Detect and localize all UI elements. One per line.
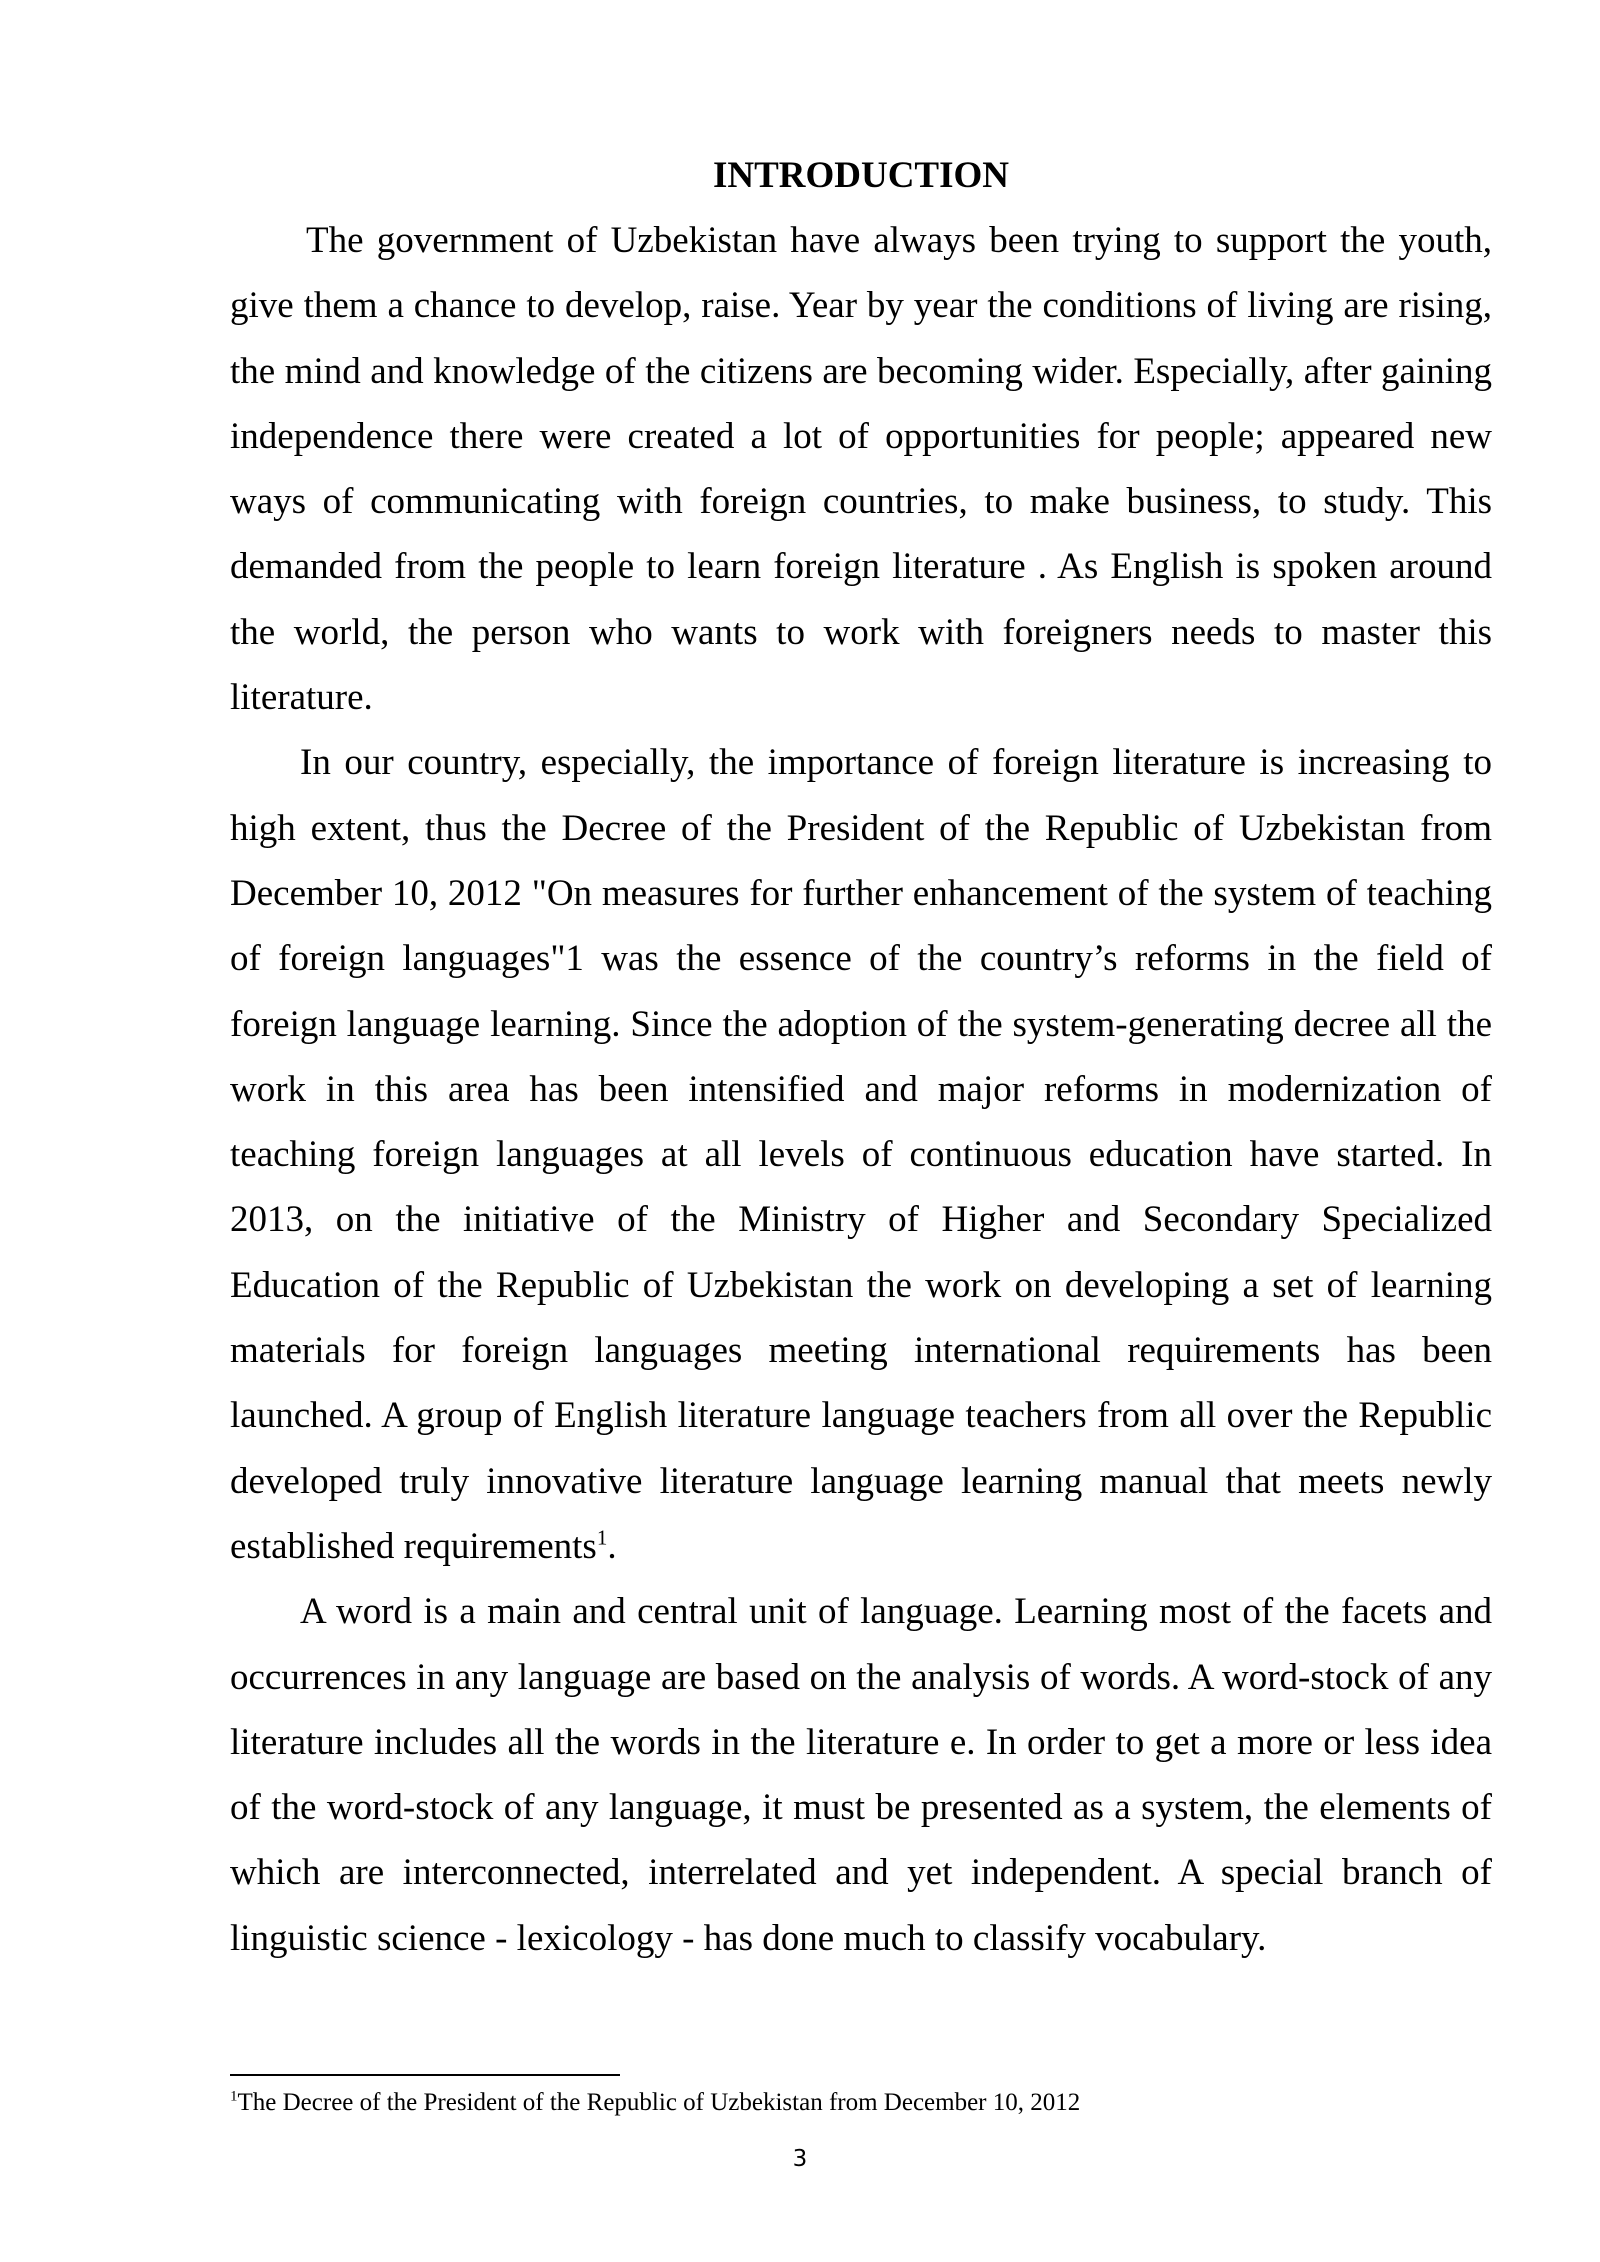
page-title: INTRODUCTION (712, 155, 1010, 196)
paragraph-1 (230, 208, 1492, 730)
paragraph-2-text: In our country, especially, the importance of foreign literature is increasing to high extent, thus the Decree of the President of the Republic of Uzbekistan from December 10, 2012 "On measures for further enhancement of the system of teaching of foreign languages"1 was the essence of the country’s reforms in the field of foreign language learning. Since the adoption of the system-generating decree all the work in this area has been intensified and major reforms in modernization of teaching foreign languages at all levels of continuous education have started. In 2013, on the initiative of the Ministry of Higher and Secondary Specialized Education of the Republic of Uzbekistan the work on developing a set of learning materials for foreign languages meeting international requirements has been launched. A group of English literature language teachers from all over the Republic developed truly innovative literature language learning manual that meets newly established requirements (230, 742, 1492, 1567)
page-number: 3 (792, 2146, 808, 2172)
footnote-text: The Decree of the President of the Republic of Uzbekistan from December 10, 2012 (237, 2089, 1081, 2116)
paragraph-3-text: A word is a main and central unit of language. Learning most of the facets and occurrences in any language are based on the analysis of words. A word-stock of any literature includes all the words in the literature e. In order to get a more or less idea of the word-stock of any language, it must be presented as a system, the elements of which are interconnected, interrelated and yet independent. A special branch of linguistic science - lexicology - has done much to classify vocabulary. (230, 1591, 1492, 1959)
paragraph-1-text: The government of Uzbekistan have always been trying to support the youth, give them a chance to develop, raise. Year by year the conditions of living are rising, the mind and knowledge of the citizens are becoming wider. Especially, after gaining independence there were created a lot of opportunities for people; appeared new ways of communicating with foreign countries, to make business, to study. This demanded from the people to learn foreign literature . As English is spoken around the world, the person who wants to work with foreigners needs to master this literature. (230, 220, 1492, 719)
body-text (230, 208, 1492, 1971)
footnote-separator (230, 2074, 620, 2076)
paragraph-2-end: . (607, 1525, 617, 1567)
footnote-marker: 1 (230, 2088, 238, 2105)
paragraph-2 (230, 730, 1492, 1579)
footnote-reference[interactable]: 1 (596, 1525, 608, 1550)
footnote (230, 2086, 1492, 2120)
paragraph-3 (230, 1579, 1492, 1971)
